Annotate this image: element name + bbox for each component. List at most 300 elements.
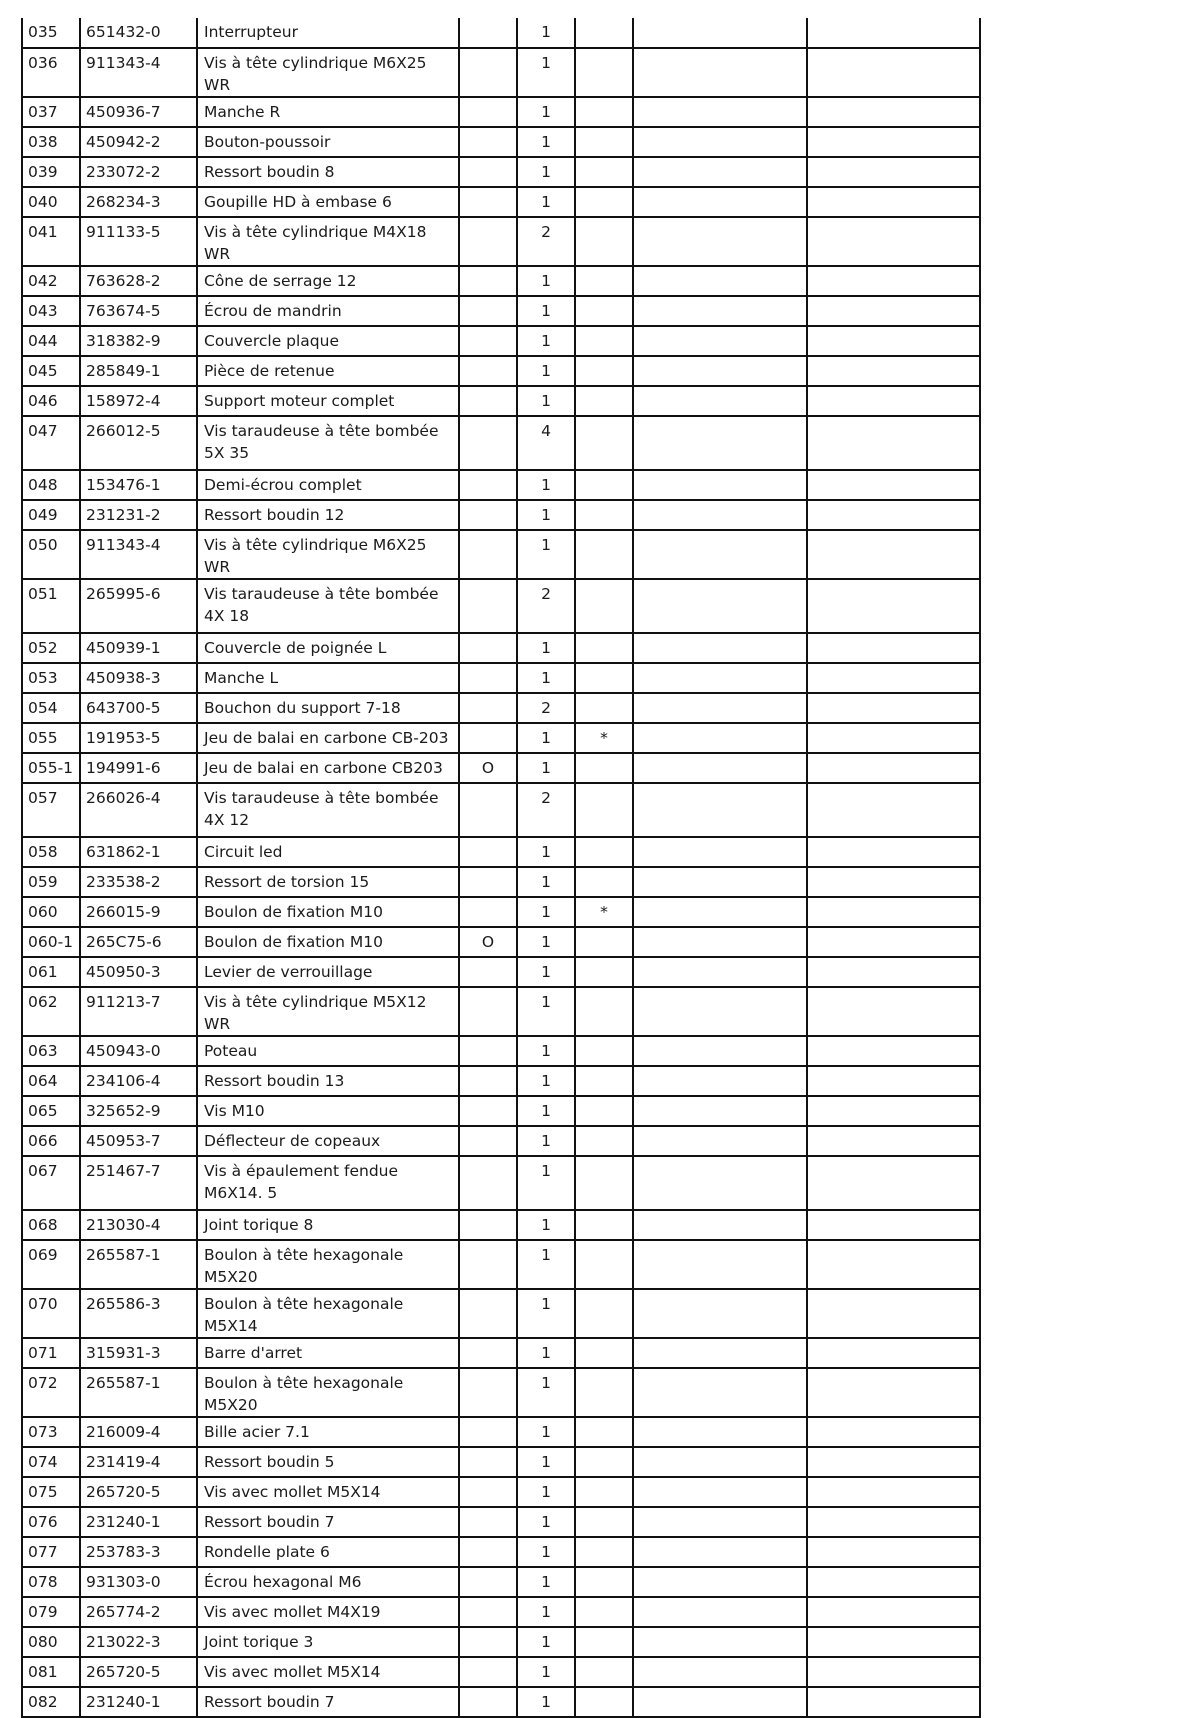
item-number-cell: 060 [22, 897, 80, 927]
empty-cell-1 [633, 957, 807, 987]
empty-cell-2 [807, 579, 980, 633]
empty-cell-2 [807, 266, 980, 296]
table-row [22, 1210, 980, 1240]
option-cell [459, 957, 517, 987]
table-row [22, 296, 980, 326]
table-row [22, 1036, 980, 1066]
empty-cell-1 [633, 1126, 807, 1156]
empty-cell-1 [633, 753, 807, 783]
table-row [22, 957, 980, 987]
item-number-cell: 076 [22, 1507, 80, 1537]
description-cell: Vis M10 [197, 1096, 459, 1126]
table-row [22, 500, 980, 530]
item-number-cell: 062 [22, 987, 80, 1036]
item-number-cell: 047 [22, 416, 80, 470]
description-cell: Cône de serrage 12 [197, 266, 459, 296]
item-number-cell: 043 [22, 296, 80, 326]
empty-cell-2 [807, 1126, 980, 1156]
quantity-cell: 2 [517, 693, 575, 723]
part-number-cell: 315931-3 [80, 1338, 197, 1368]
part-number-cell: 253783-3 [80, 1537, 197, 1567]
note-cell [575, 500, 633, 530]
empty-cell-1 [633, 48, 807, 97]
description-cell: Ressort de torsion 15 [197, 867, 459, 897]
item-number-cell: 070 [22, 1289, 80, 1338]
part-number-cell: 911133-5 [80, 217, 197, 266]
empty-cell-1 [633, 266, 807, 296]
table-row [22, 157, 980, 187]
empty-cell-1 [633, 127, 807, 157]
table-row [22, 1156, 980, 1210]
description-cell: Vis à tête cylindrique M6X25 WR [197, 530, 459, 579]
description-cell: Vis à tête cylindrique M5X12 WR [197, 987, 459, 1036]
item-number-cell: 035 [22, 18, 80, 48]
description-cell: Boulon à tête hexagonale M5X20 [197, 1240, 459, 1289]
table-row [22, 723, 980, 753]
description-cell: Vis avec mollet M5X14 [197, 1477, 459, 1507]
quantity-cell: 1 [517, 1066, 575, 1096]
empty-cell-2 [807, 127, 980, 157]
description-cell: Demi-écrou complet [197, 470, 459, 500]
empty-cell-1 [633, 470, 807, 500]
empty-cell-1 [633, 416, 807, 470]
item-number-cell: 041 [22, 217, 80, 266]
note-cell [575, 356, 633, 386]
note-cell [575, 1240, 633, 1289]
part-number-cell: 285849-1 [80, 356, 197, 386]
option-cell [459, 97, 517, 127]
table-row [22, 1537, 980, 1567]
empty-cell-2 [807, 1240, 980, 1289]
item-number-cell: 051 [22, 579, 80, 633]
empty-cell-2 [807, 1066, 980, 1096]
empty-cell-1 [633, 1537, 807, 1567]
note-cell [575, 1537, 633, 1567]
item-number-cell: 071 [22, 1338, 80, 1368]
option-cell [459, 1597, 517, 1627]
part-number-cell: 265720-5 [80, 1657, 197, 1687]
empty-cell-1 [633, 1597, 807, 1627]
empty-cell-1 [633, 897, 807, 927]
note-cell [575, 1507, 633, 1537]
description-cell: Ressort boudin 7 [197, 1687, 459, 1717]
quantity-cell: 1 [517, 723, 575, 753]
description-cell: Vis taraudeuse à tête bombée 4X 12 [197, 783, 459, 837]
table-row [22, 18, 980, 48]
option-cell [459, 470, 517, 500]
part-number-cell: 931303-0 [80, 1567, 197, 1597]
option-cell [459, 187, 517, 217]
table-row [22, 927, 980, 957]
table-row [22, 386, 980, 416]
empty-cell-2 [807, 1417, 980, 1447]
option-cell [459, 1477, 517, 1507]
part-number-cell: 265587-1 [80, 1368, 197, 1417]
item-number-cell: 058 [22, 837, 80, 867]
empty-cell-2 [807, 1537, 980, 1567]
option-cell: O [459, 927, 517, 957]
item-number-cell: 038 [22, 127, 80, 157]
table-row [22, 1597, 980, 1627]
empty-cell-1 [633, 1066, 807, 1096]
description-cell: Pièce de retenue [197, 356, 459, 386]
item-number-cell: 039 [22, 157, 80, 187]
part-number-cell: 194991-6 [80, 753, 197, 783]
note-cell [575, 1210, 633, 1240]
note-cell [575, 1687, 633, 1717]
description-cell: Ressort boudin 13 [197, 1066, 459, 1096]
item-number-cell: 073 [22, 1417, 80, 1447]
note-cell: * [575, 897, 633, 927]
table-row [22, 1477, 980, 1507]
empty-cell-2 [807, 500, 980, 530]
table-row [22, 837, 980, 867]
option-cell [459, 693, 517, 723]
option-cell [459, 987, 517, 1036]
description-cell: Boulon de fixation M10 [197, 897, 459, 927]
empty-cell-1 [633, 1036, 807, 1066]
empty-cell-2 [807, 837, 980, 867]
item-number-cell: 036 [22, 48, 80, 97]
description-cell: Vis taraudeuse à tête bombée 5X 35 [197, 416, 459, 470]
description-cell: Vis taraudeuse à tête bombée 4X 18 [197, 579, 459, 633]
note-cell: * [575, 723, 633, 753]
note-cell [575, 1066, 633, 1096]
part-number-cell: 266026-4 [80, 783, 197, 837]
empty-cell-2 [807, 416, 980, 470]
item-number-cell: 055-1 [22, 753, 80, 783]
table-row [22, 1096, 980, 1126]
option-cell [459, 1240, 517, 1289]
description-cell: Écrou hexagonal M6 [197, 1567, 459, 1597]
item-number-cell: 082 [22, 1687, 80, 1717]
item-number-cell: 075 [22, 1477, 80, 1507]
option-cell [459, 530, 517, 579]
empty-cell-1 [633, 1687, 807, 1717]
option-cell [459, 416, 517, 470]
empty-cell-2 [807, 753, 980, 783]
note-cell [575, 296, 633, 326]
empty-cell-2 [807, 48, 980, 97]
item-number-cell: 053 [22, 663, 80, 693]
table-row [22, 1066, 980, 1096]
option-cell [459, 1417, 517, 1447]
description-cell: Couvercle plaque [197, 326, 459, 356]
description-cell: Jeu de balai en carbone CB203 [197, 753, 459, 783]
note-cell [575, 1447, 633, 1477]
empty-cell-2 [807, 633, 980, 663]
item-number-cell: 050 [22, 530, 80, 579]
empty-cell-2 [807, 1156, 980, 1210]
description-cell: Levier de verrouillage [197, 957, 459, 987]
option-cell [459, 579, 517, 633]
note-cell [575, 217, 633, 266]
empty-cell-1 [633, 1240, 807, 1289]
part-number-cell: 251467-7 [80, 1156, 197, 1210]
part-number-cell: 265720-5 [80, 1477, 197, 1507]
quantity-cell: 1 [517, 1096, 575, 1126]
table-row [22, 1338, 980, 1368]
empty-cell-2 [807, 927, 980, 957]
option-cell [459, 1289, 517, 1338]
empty-cell-1 [633, 217, 807, 266]
part-number-cell: 266015-9 [80, 897, 197, 927]
item-number-cell: 044 [22, 326, 80, 356]
note-cell [575, 127, 633, 157]
empty-cell-2 [807, 187, 980, 217]
table-row [22, 1627, 980, 1657]
item-number-cell: 052 [22, 633, 80, 663]
description-cell: Boulon de fixation M10 [197, 927, 459, 957]
empty-cell-1 [633, 693, 807, 723]
note-cell [575, 753, 633, 783]
note-cell [575, 187, 633, 217]
item-number-cell: 077 [22, 1537, 80, 1567]
table-row [22, 266, 980, 296]
quantity-cell: 1 [517, 1597, 575, 1627]
part-number-cell: 265C75-6 [80, 927, 197, 957]
quantity-cell: 2 [517, 217, 575, 266]
item-number-cell: 046 [22, 386, 80, 416]
description-cell: Ressort boudin 8 [197, 157, 459, 187]
empty-cell-2 [807, 897, 980, 927]
part-number-cell: 911343-4 [80, 530, 197, 579]
quantity-cell: 1 [517, 1036, 575, 1066]
part-number-cell: 265587-1 [80, 1240, 197, 1289]
option-cell [459, 633, 517, 663]
table-row [22, 1126, 980, 1156]
description-cell: Barre d'arret [197, 1338, 459, 1368]
table-row [22, 416, 980, 470]
item-number-cell: 065 [22, 1096, 80, 1126]
option-cell [459, 1066, 517, 1096]
option-cell [459, 500, 517, 530]
empty-cell-2 [807, 987, 980, 1036]
empty-cell-1 [633, 633, 807, 663]
item-number-cell: 057 [22, 783, 80, 837]
table-row [22, 1240, 980, 1289]
quantity-cell: 1 [517, 1289, 575, 1338]
empty-cell-2 [807, 1289, 980, 1338]
part-number-cell: 911213-7 [80, 987, 197, 1036]
note-cell [575, 157, 633, 187]
empty-cell-1 [633, 356, 807, 386]
option-cell [459, 1507, 517, 1537]
table-row [22, 633, 980, 663]
description-cell: Bouchon du support 7-18 [197, 693, 459, 723]
item-number-cell: 040 [22, 187, 80, 217]
empty-cell-1 [633, 157, 807, 187]
quantity-cell: 1 [517, 1447, 575, 1477]
table-row [22, 1687, 980, 1717]
empty-cell-2 [807, 1096, 980, 1126]
quantity-cell: 1 [517, 1417, 575, 1447]
empty-cell-1 [633, 1567, 807, 1597]
note-cell [575, 1567, 633, 1597]
empty-cell-2 [807, 1338, 980, 1368]
description-cell: Ressort boudin 12 [197, 500, 459, 530]
part-number-cell: 266012-5 [80, 416, 197, 470]
empty-cell-1 [633, 1417, 807, 1447]
empty-cell-1 [633, 1507, 807, 1537]
part-number-cell: 265774-2 [80, 1597, 197, 1627]
option-cell [459, 386, 517, 416]
parts-table [21, 18, 981, 1718]
description-cell: Support moteur complet [197, 386, 459, 416]
description-cell: Manche R [197, 97, 459, 127]
note-cell [575, 1477, 633, 1507]
part-number-cell: 450953-7 [80, 1126, 197, 1156]
part-number-cell: 763674-5 [80, 296, 197, 326]
note-cell [575, 1627, 633, 1657]
description-cell: Joint torique 3 [197, 1627, 459, 1657]
quantity-cell: 1 [517, 1657, 575, 1687]
quantity-cell: 1 [517, 326, 575, 356]
empty-cell-1 [633, 1368, 807, 1417]
note-cell [575, 633, 633, 663]
quantity-cell: 1 [517, 1126, 575, 1156]
note-cell [575, 663, 633, 693]
item-number-cell: 059 [22, 867, 80, 897]
table-row [22, 1289, 980, 1338]
part-number-cell: 231419-4 [80, 1447, 197, 1477]
description-cell: Vis à épaulement fendue M6X14. 5 [197, 1156, 459, 1210]
description-cell: Bille acier 7.1 [197, 1417, 459, 1447]
table-row [22, 97, 980, 127]
empty-cell-2 [807, 530, 980, 579]
part-number-cell: 231231-2 [80, 500, 197, 530]
option-cell [459, 663, 517, 693]
table-row [22, 326, 980, 356]
table-row [22, 187, 980, 217]
table-row [22, 48, 980, 97]
quantity-cell: 1 [517, 1507, 575, 1537]
note-cell [575, 1036, 633, 1066]
item-number-cell: 080 [22, 1627, 80, 1657]
note-cell [575, 470, 633, 500]
parts-table-body [22, 18, 980, 1717]
description-cell: Goupille HD à embase 6 [197, 187, 459, 217]
empty-cell-1 [633, 1477, 807, 1507]
note-cell [575, 1289, 633, 1338]
description-cell: Boulon à tête hexagonale M5X20 [197, 1368, 459, 1417]
quantity-cell: 1 [517, 753, 575, 783]
table-row [22, 1447, 980, 1477]
option-cell [459, 127, 517, 157]
empty-cell-1 [633, 1627, 807, 1657]
description-cell: Ressort boudin 7 [197, 1507, 459, 1537]
item-number-cell: 081 [22, 1657, 80, 1687]
description-cell: Rondelle plate 6 [197, 1537, 459, 1567]
part-number-cell: 265995-6 [80, 579, 197, 633]
part-number-cell: 216009-4 [80, 1417, 197, 1447]
item-number-cell: 049 [22, 500, 80, 530]
part-number-cell: 265586-3 [80, 1289, 197, 1338]
table-row [22, 217, 980, 266]
part-number-cell: 158972-4 [80, 386, 197, 416]
empty-cell-2 [807, 326, 980, 356]
empty-cell-2 [807, 1210, 980, 1240]
part-number-cell: 234106-4 [80, 1066, 197, 1096]
note-cell [575, 97, 633, 127]
part-number-cell: 911343-4 [80, 48, 197, 97]
empty-cell-1 [633, 783, 807, 837]
part-number-cell: 643700-5 [80, 693, 197, 723]
part-number-cell: 233072-2 [80, 157, 197, 187]
quantity-cell: 1 [517, 1477, 575, 1507]
empty-cell-2 [807, 1597, 980, 1627]
empty-cell-1 [633, 1096, 807, 1126]
quantity-cell: 1 [517, 500, 575, 530]
part-number-cell: 231240-1 [80, 1687, 197, 1717]
description-cell: Couvercle de poignée L [197, 633, 459, 663]
note-cell [575, 1597, 633, 1627]
description-cell: Poteau [197, 1036, 459, 1066]
description-cell: Manche L [197, 663, 459, 693]
quantity-cell: 1 [517, 157, 575, 187]
quantity-cell: 1 [517, 127, 575, 157]
empty-cell-2 [807, 723, 980, 753]
empty-cell-1 [633, 1338, 807, 1368]
quantity-cell: 1 [517, 97, 575, 127]
empty-cell-1 [633, 530, 807, 579]
empty-cell-1 [633, 500, 807, 530]
option-cell [459, 1627, 517, 1657]
table-row [22, 897, 980, 927]
part-number-cell: 191953-5 [80, 723, 197, 753]
quantity-cell: 1 [517, 266, 575, 296]
quantity-cell: 1 [517, 1338, 575, 1368]
note-cell [575, 987, 633, 1036]
quantity-cell: 1 [517, 987, 575, 1036]
table-row [22, 530, 980, 579]
empty-cell-1 [633, 579, 807, 633]
quantity-cell: 2 [517, 579, 575, 633]
empty-cell-2 [807, 693, 980, 723]
option-cell [459, 1126, 517, 1156]
description-cell: Joint torique 8 [197, 1210, 459, 1240]
note-cell [575, 579, 633, 633]
option-cell [459, 217, 517, 266]
option-cell [459, 1156, 517, 1210]
part-number-cell: 651432-0 [80, 18, 197, 48]
note-cell [575, 48, 633, 97]
description-cell: Écrou de mandrin [197, 296, 459, 326]
description-cell: Interrupteur [197, 18, 459, 48]
note-cell [575, 530, 633, 579]
empty-cell-2 [807, 157, 980, 187]
quantity-cell: 1 [517, 897, 575, 927]
empty-cell-2 [807, 296, 980, 326]
quantity-cell: 1 [517, 187, 575, 217]
empty-cell-1 [633, 1289, 807, 1338]
description-cell: Vis avec mollet M4X19 [197, 1597, 459, 1627]
option-cell [459, 296, 517, 326]
empty-cell-2 [807, 1036, 980, 1066]
part-number-cell: 450938-3 [80, 663, 197, 693]
part-number-cell: 318382-9 [80, 326, 197, 356]
option-cell [459, 723, 517, 753]
table-row [22, 753, 980, 783]
item-number-cell: 074 [22, 1447, 80, 1477]
empty-cell-2 [807, 18, 980, 48]
item-number-cell: 045 [22, 356, 80, 386]
quantity-cell: 1 [517, 1687, 575, 1717]
description-cell: Vis à tête cylindrique M4X18 WR [197, 217, 459, 266]
note-cell [575, 266, 633, 296]
part-number-cell: 325652-9 [80, 1096, 197, 1126]
quantity-cell: 1 [517, 957, 575, 987]
